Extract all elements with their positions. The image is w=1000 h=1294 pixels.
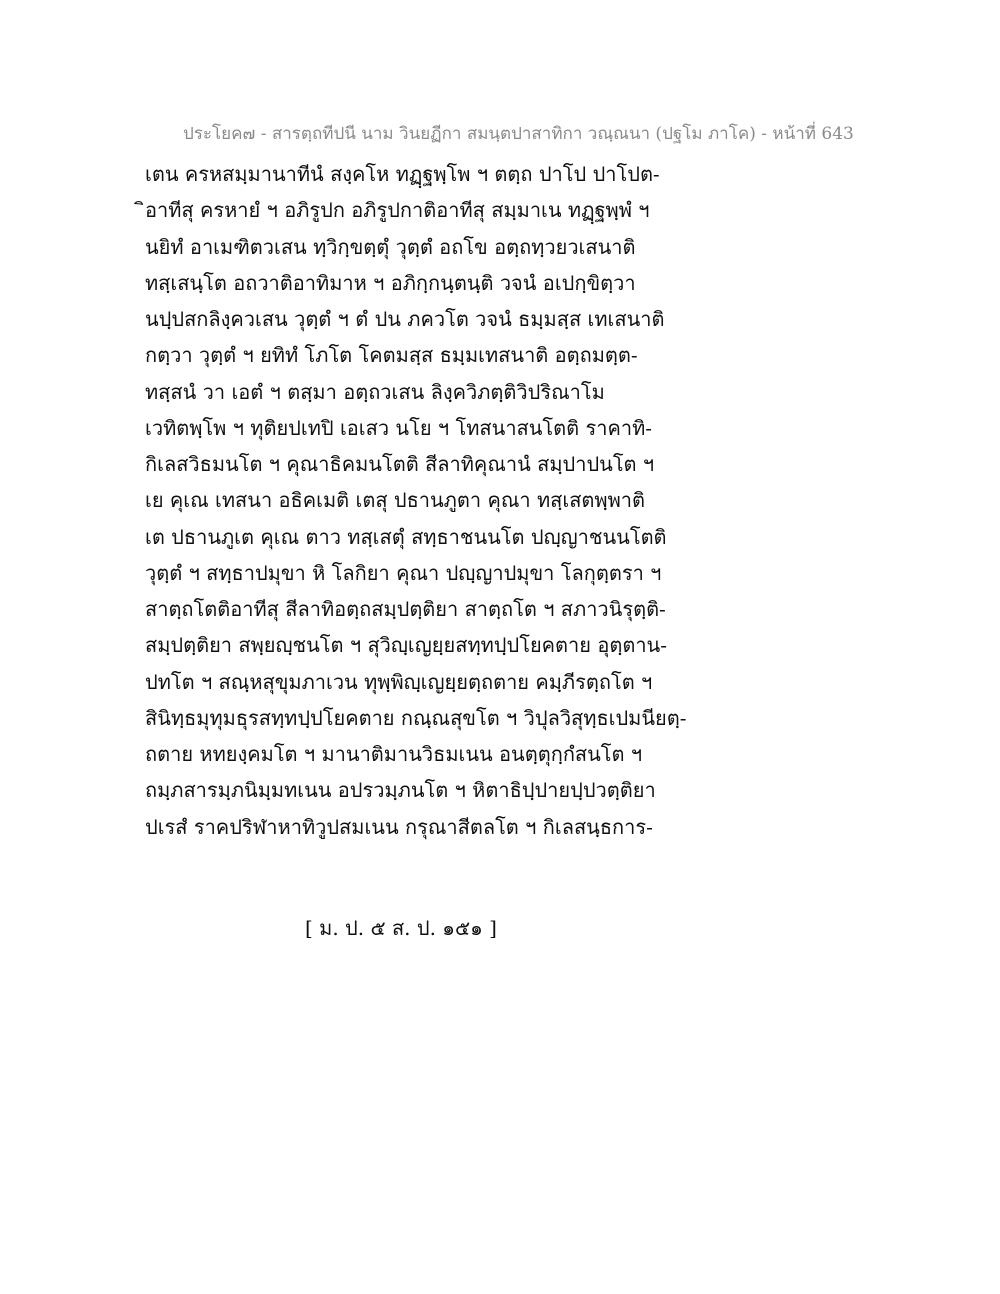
text-line-2: ิอาทีสุ ครหายํ ฯ อภิรูปก อภิรูปกาติอาทีสุ สมฺมาเน ทฏฺฐพฺพํ ฯ [145, 198, 650, 223]
text-line-11: เต ปธานภูเต คุเณ ตาว ทสฺเสตุํ สทฺธาชนนโต ปญฺญาชนนโตติ [145, 524, 667, 549]
page-header: ประโยค๗ - สารตฺถทีปนี นาม วินยฏีกา สมนฺตปาสาทิกา วณฺณนา (ปฐโม ภาโค) - หน้าที่ 643 [183, 124, 854, 144]
text-line-17: ถตาย หทยงฺคมโต ฯ มานาติมานวิธมเนน อนตฺตุกฺกํสนโต ฯ [145, 742, 643, 766]
text-line-15: ปทโต ฯ สณฺหสุขุมภาเวน ทุพฺพิญฺเญยฺยตฺถตาย คมฺภีรตฺถโต ฯ [145, 669, 653, 694]
text-line-9: กิเลสวิธมนโต ฯ คุณาธิคมนโตติ สีลาทิคุณานํ สมฺปาปนโต ฯ [145, 452, 655, 476]
body-text [145, 156, 685, 845]
text-line-3: นยิทํ อาเมฑิตวเสน ทฺวิกฺขตฺตุํ วุตฺตํ อถโข อตฺถทฺวยวเสนาติ [145, 234, 636, 259]
text-line-5: นปฺปสกลิงฺควเสน วุตฺตํ ฯ ตํ ปน ภควโต วจนํ ธมฺมสฺส เทเสนาติ [145, 307, 665, 331]
page-reference: [ ม. ป. ๕ ส. ป. ๑๕๑ ] [305, 916, 497, 940]
text-line-16: สินิทฺธมุทุมธุรสทฺทปฺปโยคตาย กณฺณสุขโต ฯ วิปุลวิสุทฺธเปมนียตฺ- [145, 705, 687, 730]
text-line-10: เย คุเณ เทสนา อธิคเมติ เตสุ ปธานภูตา คุณา ทสฺเสตพฺพาติ [145, 488, 645, 513]
text-line-6: กตฺวา วุตฺตํ ฯ ยทิทํ โภโต โคตมสฺส ธมฺมเทสนาติ อตฺถมตฺต- [145, 343, 638, 368]
text-line-13: สาตฺถโตติอาทีสุ สีลาทิอตฺถสมฺปตฺติยา สาตฺถโต ฯ สภาวนิรุตฺติ- [145, 597, 666, 621]
text-line-19: ปเรสํ ราคปริฬาหาทิวูปสมเนน กรุณาสีตลโต ฯ กิเลสนฺธการ- [145, 814, 653, 839]
text-line-18: ถมฺภสารมฺภนิมฺมทเนน อปรวมฺภนโต ฯ หิตาธิปฺปายปฺปวตฺติยา [145, 778, 656, 803]
text-line-12: วุตฺตํ ฯ สทฺธาปมุขา หิ โลกิยา คุณา ปญฺญาปมุขา โลกุตฺตรา ฯ [145, 560, 662, 585]
text-line-8: เวทิตพฺโพ ฯ ทุติยปเทปิ เอเสว นโย ฯ โทสนาสนโตติ ราคาทิ- [145, 415, 653, 440]
text-line-1: เตน ครหสมฺมานาทีนํ สงฺคโห ทฏฺฐพฺโพ ฯ ตตฺถ ปาโป ปาโปต- [145, 162, 660, 186]
text-line-14: สมฺปตฺติยา สพฺยญฺชนโต ฯ สุวิญฺเญยฺยสทฺทปฺปโยคตาย อุตฺตาน- [145, 633, 667, 658]
text-line-7: ทสฺสนํ วา เอตํ ฯ ตสฺมา อตฺถวเสน ลิงฺควิภตฺติวิปริณาโม [145, 379, 605, 404]
text-line-4: ทสฺเสนฺโต อถวาติอาทิมาห ฯ อภิกฺกนฺตนฺติ วจนํ อเปกฺขิตฺวา [145, 270, 636, 295]
